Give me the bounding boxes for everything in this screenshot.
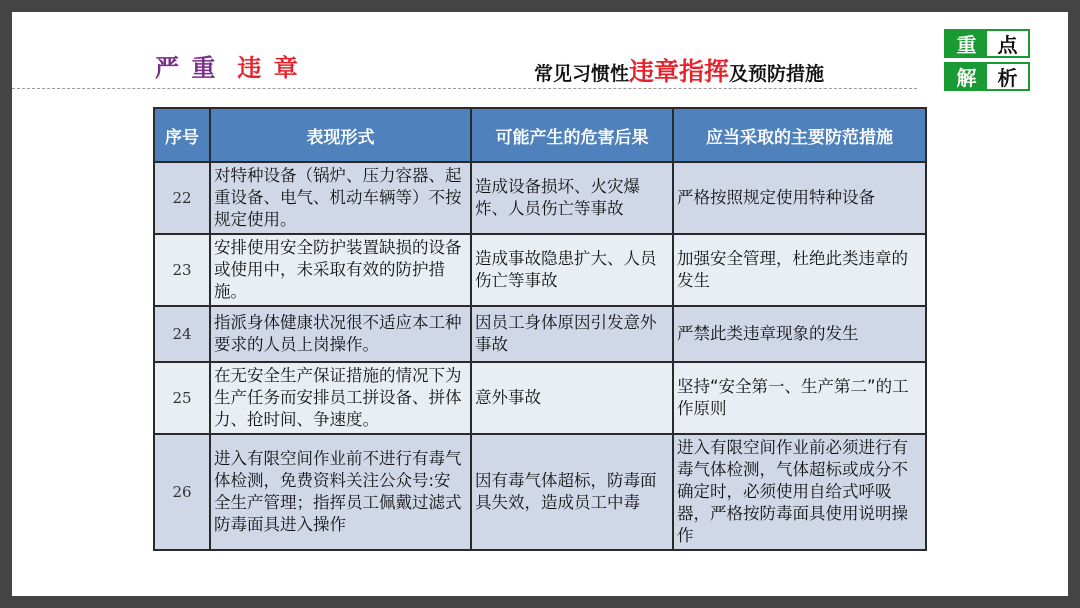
row-measure: 严禁此类违章现象的发生 <box>673 306 926 362</box>
table-row <box>154 234 926 306</box>
row-form: 安排使用安全防护装置缺损的设备或使用中，未采取有效的防护措施。 <box>210 234 471 306</box>
header-harm: 可能产生的危害后果 <box>471 108 673 162</box>
subtitle-post: 及预防措施 <box>729 63 825 85</box>
badge-cell: 重 <box>946 31 987 56</box>
header-divider <box>12 88 917 89</box>
table-row <box>154 306 926 362</box>
row-harm: 因员工身体原因引发意外事故 <box>471 306 673 362</box>
page-subtitle <box>534 52 824 88</box>
subtitle-pre: 常见习惯性 <box>534 63 630 85</box>
row-harm: 因有毒气体超标，防毒面具失效，造成员工中毒 <box>471 434 673 550</box>
row-form: 对特种设备（锅炉、压力容器、起重设备、电气、机动车辆等）不按规定使用。 <box>210 162 471 234</box>
row-form: 指派身体健康状况很不适应本工种要求的人员上岗操作。 <box>210 306 471 362</box>
subtitle-highlight: 违章指挥 <box>629 57 730 86</box>
row-harm: 造成事故隐患扩大、人员伤亡等事故 <box>471 234 673 306</box>
row-number: 24 <box>154 306 210 362</box>
row-form: 进入有限空间作业前不进行有毒气体检测，免费资料关注公众号:安全生产管理；指挥员工佩戴过滤式防毒面具进入操作 <box>210 434 471 550</box>
table-row <box>154 434 926 550</box>
badge-cell: 析 <box>987 64 1028 89</box>
title-part2: 违 章 <box>237 54 300 82</box>
row-measure: 加强安全管理，杜绝此类违章的发生 <box>673 234 926 306</box>
table-row <box>154 362 926 434</box>
row-harm: 意外事故 <box>471 362 673 434</box>
title-part1: 严 重 <box>155 54 218 82</box>
table-row <box>154 162 926 234</box>
badge-cell: 解 <box>946 64 987 89</box>
row-harm: 造成设备损坏、火灾爆炸、人员伤亡等事故 <box>471 162 673 234</box>
header-measure: 应当采取的主要防范措施 <box>673 108 926 162</box>
page-title <box>155 48 300 83</box>
header-num: 序号 <box>154 108 210 162</box>
key-analysis-badge <box>944 29 1030 91</box>
row-measure: 坚持“安全第一、生产第二”的工作原则 <box>673 362 926 434</box>
row-form: 在无安全生产保证措施的情况下为生产任务而安排员工拼设备、拼体力、抢时间、争速度。 <box>210 362 471 434</box>
badge-cell: 点 <box>987 31 1028 56</box>
row-number: 25 <box>154 362 210 434</box>
row-number: 23 <box>154 234 210 306</box>
violation-table <box>153 107 927 551</box>
table-header-row <box>154 108 926 162</box>
header-form: 表现形式 <box>210 108 471 162</box>
row-number: 22 <box>154 162 210 234</box>
slide <box>12 12 1068 596</box>
row-number: 26 <box>154 434 210 550</box>
row-measure: 进入有限空间作业前必须进行有毒气体检测，气体超标或成分不确定时，必须使用自给式呼吸器，严格按防毒面具使用说明操作 <box>673 434 926 550</box>
row-measure: 严格按照规定使用特种设备 <box>673 162 926 234</box>
